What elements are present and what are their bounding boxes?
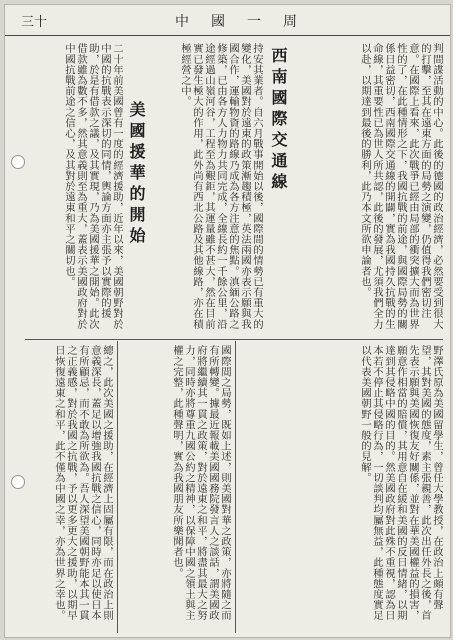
article-body-lower-mid: 國際間之局勢，既如上述，則美國對華之政策，亦將隨之而有所轉變。據最近報載美國國務院發言人之談話，謂美國政府將繼續其一貫之政策，對於遠東之和平，將盡其最大之努力，同時亦將尊重九國公約之精神，以保障中國之領土與主權之完整，此種聲明，實為我國朋友所樂聞者也。	[171, 345, 231, 621]
column-divider	[235, 341, 236, 633]
page-header	[5, 5, 450, 36]
newspaper-page	[4, 4, 451, 638]
article-body-american: 二十年前美國曾有一度的經濟援助，近年以來，美國朝野對於中國的抗戰表示深切的同情，輿論方面亦主張予以實際的援助，於是有借款之議，及其實現，乃為美國援華之開始。此次借款雖為數不多，然其意義則至為重大，蓋表示美國政府對於中國抗戰前途之信心，及其對於遠東和平之關切也。	[63, 43, 123, 330]
article-body-upper-mid: 持安其業者。自六月戰事開始以後，國際間的情勢已有重大的變化，美國對於遠東的政策漸趨積極，英法兩國亦表示願與我國合作，運輸物資的路線乃成為各方注意的焦點。滇緬公路之修築，已由各方人力物力共同完成，全線長約一千餘公里，沿途經過山嶺河谷，工程至為艱鉅，其運量雖不甚大，然在目前實已發生極大的作用，此外尚有西北公路及其他線路，亦在積極經營之中。	[179, 43, 263, 330]
column-divider	[117, 341, 118, 633]
article-body-lower-right: 野澤氏原為美國留學生，曾任大學教授，在政治上頗有聲望，其對美國的態度，素主張親善，此次出任外長之後，首先表示願與美國恢復友好關係，並對在華美國權益的損害，願意作相當的賠償，其用意自在緩和美國的反日情緒，以期達到其侵略中國的目的。然美國政府對此殊不重視，認為日本若不停止其侵略行為，一切談判均屬無益，此種態度實足以代表美國朝野一般的見解。	[359, 345, 443, 621]
binding-hole-top	[11, 155, 25, 169]
section-divider	[25, 339, 443, 340]
article-title-southwest: 西南國際交通線	[269, 47, 288, 194]
article-body-southwest: 判間諜活動的中心。此後的德國的政治經濟，必然要受到很大的打擊，至其在遠東方面的局勢之演變，仍值得我們密切注意。在國際上看來，此次戰爭已經由局部的衝突擴大而為世界性的了，在此種情形之下，我國抗戰的前途，與國際局勢的關係日益密切，西南國際交通線的開闢，實為我國持久抗戰的生命線，其重要性已為世人所共認，此後的發展，尤須我們全力以赴，以期達到最後的勝利，此乃本文所欲申論者也。	[359, 43, 443, 330]
article-title-american: 美國援華的開始	[127, 101, 146, 248]
running-title: 中國一周	[175, 14, 319, 30]
article-body-lower-left: 總之，此次美國之援助，在經濟上固屬有限，而在政治上則意義深長，蓋足以增強我國抗戰之信心，同時亦足以使日本有所顧忌，而不敢為所欲為。吾人深望美國朝野能本其一貫之正義感，對於我國之抗戰，予以更多更大之援助，以期早日恢復遠東之和平，此不僅為中國之幸，亦為世界之幸也。	[53, 345, 113, 621]
binding-hole-bottom	[11, 475, 25, 489]
page-number: 三十	[21, 15, 48, 30]
